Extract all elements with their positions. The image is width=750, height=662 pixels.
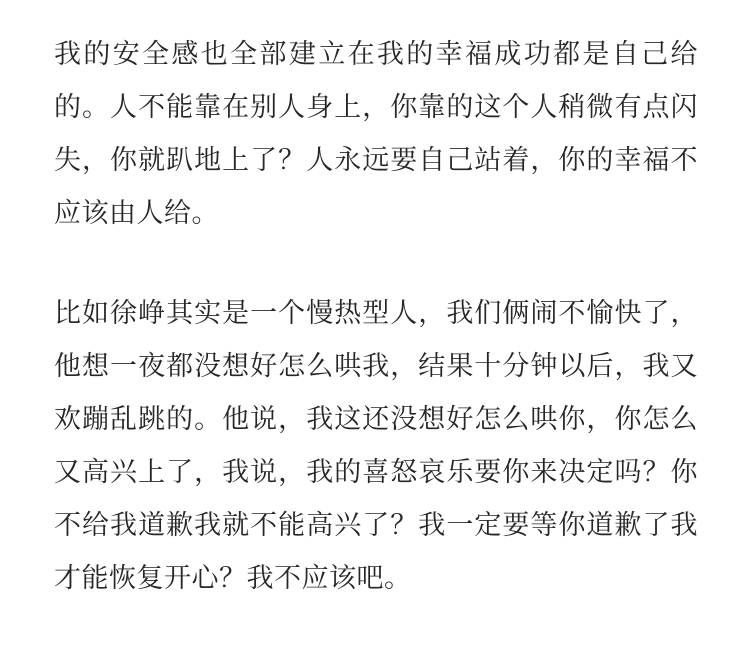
paragraph-1: 我的安全感也全部建立在我的幸福成功都是自己给的。人不能靠在别人身上，你靠的这个人稍微有点闪失，你就趴地上了？人永远要自己站着，你的幸福不应该由人给。 <box>54 39 698 228</box>
paragraph-2: 比如徐峥其实是一个慢热型人，我们俩闹不愉快了，他想一夜都没想好怎么哄我，结果十分钟以后，我又欢蹦乱跳的。他说，我这还没想好怎么哄你，你怎么又高兴上了，我说，我的喜怒哀乐要你来决定吗？你不给我道歉我就不能高兴了？我一定要等你道歉了我才能恢复开心？我不应该吧。 <box>54 298 698 593</box>
